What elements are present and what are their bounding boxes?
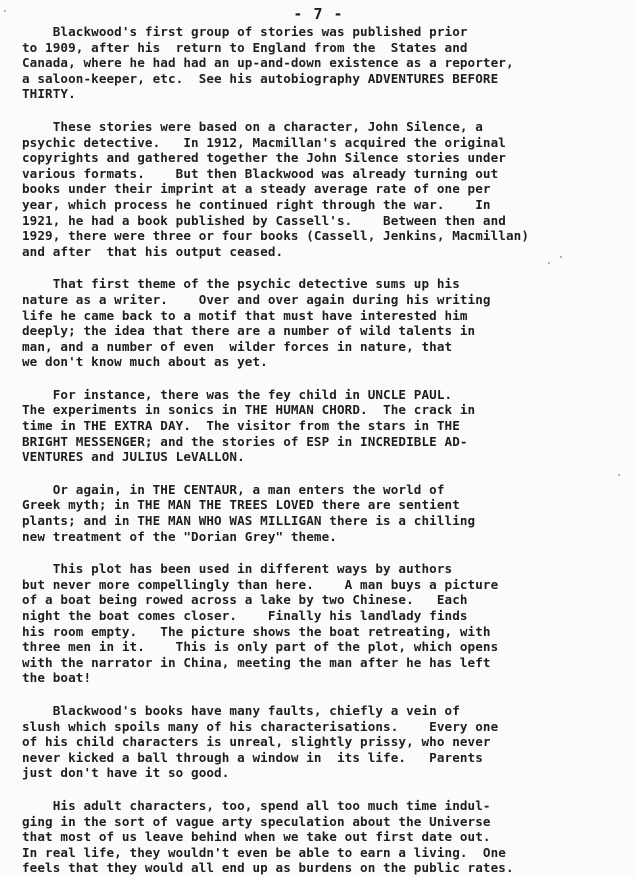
paper-speck (4, 10, 6, 12)
text-line: various formats. But then Blackwood was already turning out (22, 165, 499, 181)
paragraph (22, 703, 615, 781)
text-line: copyrights and gathered together the John Silence stories under (22, 150, 506, 166)
text-line: plants; and in THE MAN WHO WAS MILLIGAN there is a chilling (22, 513, 476, 529)
text-line: man, and a number of even wilder forces in nature, that (22, 338, 453, 354)
text-line: In real life, they wouldn't even be able to earn a living. One (22, 844, 506, 860)
paragraph (22, 561, 615, 686)
paragraph (22, 276, 615, 370)
paragraph (22, 24, 615, 102)
text-line: His adult characters, too, spend all too much time indul- (22, 797, 491, 813)
text-line: feels that they would all end up as burdens on the public rates. (22, 860, 514, 876)
text-line: For instance, there was the fey child in UNCLE PAUL. (22, 386, 453, 402)
text-line: Canada, where he had had an up-and-down existence as a reporter, (22, 55, 514, 71)
paragraph (22, 482, 615, 544)
text-line: with the narrator in China, meeting the man after he has left (22, 654, 491, 670)
text-line: to 1909, after his return to England from the States and (22, 39, 468, 55)
text-line: That first theme of the psychic detective sums up his (22, 276, 460, 292)
body-text (22, 24, 615, 876)
text-line: The experiments in sonics in THE HUMAN CHORD. The crack in (22, 402, 476, 418)
text-line: psychic detective. In 1912, Macmillan's acquired the original (22, 134, 506, 150)
text-line: nature as a writer. Over and over again during his writing (22, 291, 491, 307)
text-line: new treatment of the "Dorian Grey" theme. (22, 528, 337, 544)
text-line: a saloon-keeper, etc. See his autobiography ADVENTURES BEFORE (22, 70, 499, 86)
paragraph (22, 387, 615, 465)
text-line: we don't know much about as yet. (22, 354, 268, 370)
text-line: three men in it. This is only part of the plot, which opens (22, 639, 499, 655)
paper-speck (548, 262, 550, 264)
text-line: books under their imprint at a steady average rate of one per (22, 181, 491, 197)
text-line: BRIGHT MESSENGER; and the stories of ESP in INCREDIBLE AD- (22, 433, 468, 449)
text-line: never kicked a ball through a window in its life. Parents (22, 749, 483, 765)
paper-speck (560, 256, 562, 258)
paragraph (22, 798, 615, 876)
text-line: time in THE EXTRA DAY. The visitor from the stars in THE (22, 418, 460, 434)
text-line: the boat! (22, 670, 92, 686)
text-line: but never more compellingly than here. A man buys a picture (22, 576, 499, 592)
text-line: Blackwood's first group of stories was published prior (22, 24, 468, 39)
text-line: year, which process he continued right through the war. In (22, 196, 491, 212)
text-line: VENTURES and JULIUS LeVALLON. (22, 449, 245, 465)
text-line: ging in the sort of vague arty speculation about the Universe (22, 813, 491, 829)
text-line: Greek myth; in THE MAN THE TREES LOVED there are sentient (22, 497, 460, 513)
text-line: Blackwood's books have many faults, chiefly a vein of (22, 702, 460, 718)
text-line: of a boat being rowed across a lake by two Chinese. Each (22, 592, 468, 608)
text-line: THIRTY. (22, 86, 76, 102)
text-line: night the boat comes closer. Finally his landlady finds (22, 608, 468, 623)
text-line: 1929, there were three or four books (Cassell, Jenkins, Macmillan) (22, 228, 530, 244)
paragraph (22, 119, 615, 259)
page-number: - 7 - (293, 5, 344, 23)
text-line: 1921, he had a book published by Cassell's. Between then and (22, 212, 506, 228)
text-line: of his child characters is unreal, slightly prissy, who never (22, 734, 491, 750)
text-line: This plot has been used in different ways by authors (22, 561, 453, 577)
text-line: slush which spoils many of his characterisations. Every one (22, 718, 499, 734)
text-line: that most of us leave behind when we take out first date out. (22, 829, 491, 845)
text-line: his room empty. The picture shows the boat retreating, with (22, 623, 491, 639)
text-line: deeply; the idea that there are a number of wild talents in (22, 323, 476, 339)
text-line: Or again, in THE CENTAUR, a man enters the world of (22, 481, 445, 497)
paper-speck (618, 474, 620, 476)
text-line: life he came back to a motif that must have interested him (22, 307, 468, 323)
text-line: These stories were based on a character, John Silence, a (22, 118, 483, 134)
text-line: and after that his output ceased. (22, 243, 284, 259)
text-line: just don't have it so good. (22, 765, 230, 781)
